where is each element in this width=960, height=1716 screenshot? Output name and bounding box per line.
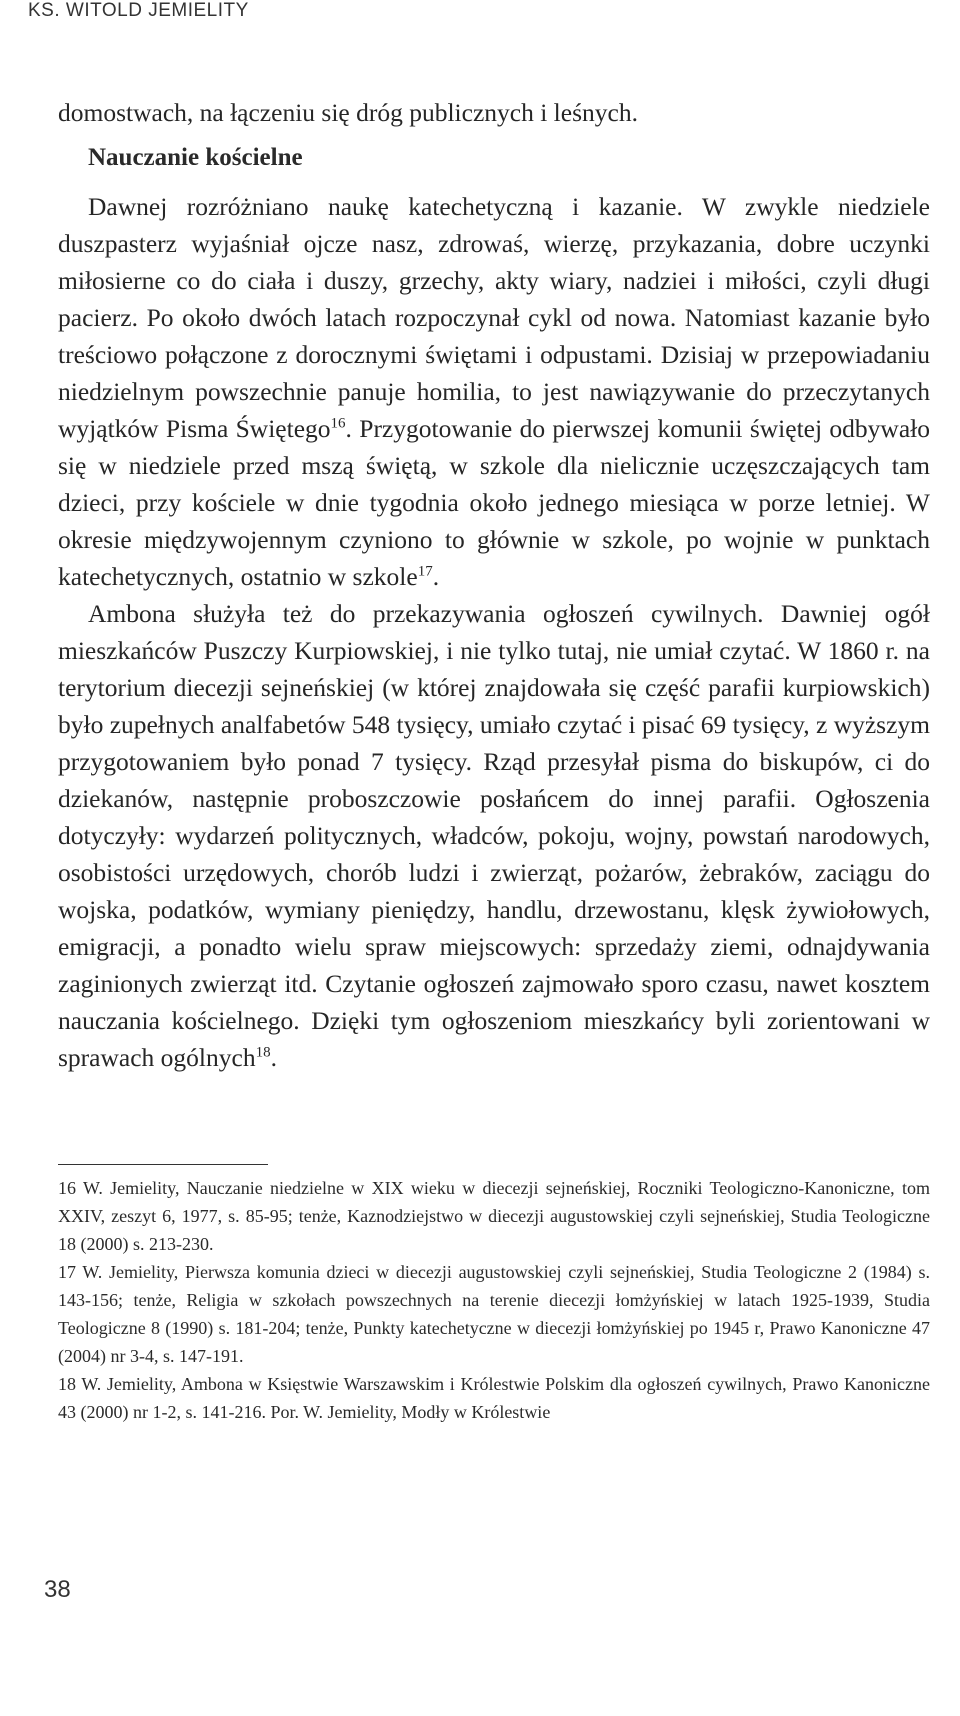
footnote-18: 18 W. Jemielity, Ambona w Księstwie Warszawskim i Królestwie Polskim dla ogłoszeń cywilnych, Prawo Kanoniczne 43 (2000) nr 1-2, s. 141-216. Por. W. Jemielity, Modły w Królestwie (58, 1374, 930, 1422)
footnote-ref-17: 17 (417, 563, 433, 580)
paragraph-teaching (58, 188, 930, 595)
paragraph-text: . Przygotowanie do pierwszej komunii świętej odbywało się w niedziele przed mszą świętą, w szkole dla nielicznie uczęszczających tam dzieci, przy kościele w dnie tygodnia około jednego miesiąca w porze letniej. W okresie międzywojennym czyniono to głównie w szkole, po wojnie w punktach katechetycznych, ostatnio w szkole (58, 414, 930, 591)
intro-line: domostwach, na łączeniu się dróg publicznych i leśnych. (58, 98, 638, 127)
running-head: KS. WITOLD JEMIELITY (28, 0, 249, 21)
section-heading: Nauczanie kościelne (88, 144, 303, 171)
footnote-ref-18: 18 (255, 1044, 271, 1061)
paragraph-announcements (58, 595, 930, 1076)
footnote-17: 17 W. Jemielity, Pierwsza komunia dzieci w diecezji augustowskiej czyli sejneńskiej, Studia Teologiczne 2 (1984) s. 143-156; tenże, Religia w szkołach powszechnych na terenie diecezji łomżyńskiej w latach 1925-1939, Studia Teologiczne 8 (1990) s. 181-204; tenże, Punkty katechetyczne w diecezji łomżyńskiej po 1945 r, Prawo Kanoniczne 47 (2004) nr 3-4, s. 147-191. (58, 1262, 930, 1366)
paragraph-text: . (432, 562, 440, 591)
footnote-16: 16 W. Jemielity, Nauczanie niedzielne w XIX wieku w diecezji sejneńskiej, Roczniki Teologiczno-Kanoniczne, tom XXIV, zeszyt 6, 1977, s. 85-95; tenże, Kaznodziejstwo w diecezji augustowskiej czyli sejneńskiej, Studia Teologiczne 18 (2000) s. 213-230. (58, 1178, 930, 1254)
paragraph-text: . (270, 1043, 277, 1072)
page-number: 38 (44, 1576, 71, 1603)
paragraph-text: Dawnej rozróżniano naukę katechetyczną i kazanie. W zwykle niedziele duszpasterz wyjaśniał ojcze nasz, zdrowaś, wierzę, przykazania, dobre uczynki miłosierne co do ciała i duszy, grzechy, akty wiary, nadziei i miłości, czyli długi pacierz. Po około dwóch latach rozpoczynał cykl od nowa. Natomiast kazanie było treściowo połączone z dorocznymi świętami i odpustami. Dzisiaj w przepowiadaniu niedzielnym powszechnie panuje homilia, to jest nawiązywanie do przeczytanych wyjątków Pisma Świętego (58, 192, 930, 443)
footnote-ref-16: 16 (330, 415, 346, 432)
footnotes (58, 1174, 930, 1426)
footnote-divider (58, 1164, 268, 1165)
paragraph-text: Ambona służyła też do przekazywania ogłoszeń cywilnych. Dawniej ogół mieszkańców Puszczy Kurpiowskiej, i nie tylko tutaj, nie umiał czytać. W 1860 r. na terytorium diecezji sejneńskiej (w której znajdowała się część parafii kurpiowskich) było zupełnych analfabetów 548 tysięcy, umiało czytać i pisać 69 tysięcy, z wyższym przygotowaniem było ponad 7 tysięcy. Rząd przesyłał pisma do biskupów, ci do dziekanów, następnie proboszczowie posłańcem do innej parafii. Ogłoszenia dotyczyły: wydarzeń politycznych, władców, pokoju, wojny, powstań narodowych, osobistości urzędowych, chorób ludzi i zwierząt, pożarów, żebraków, zaciągu do wojska, podatków, wymiany pieniędzy, handlu, drzewostanu, klęsk żywiołowych, emigracji, a ponadto wielu spraw miejscowych: sprzedaży ziemi, odnajdywania zaginionych zwierząt itd. Czytanie ogłoszeń zajmowało sporo czasu, nawet kosztem nauczania kościelnego. Dzięki tym ogłoszeniom mieszkańcy byli zorientowani w sprawach ogólnych (58, 599, 930, 1072)
main-text (58, 94, 930, 1076)
